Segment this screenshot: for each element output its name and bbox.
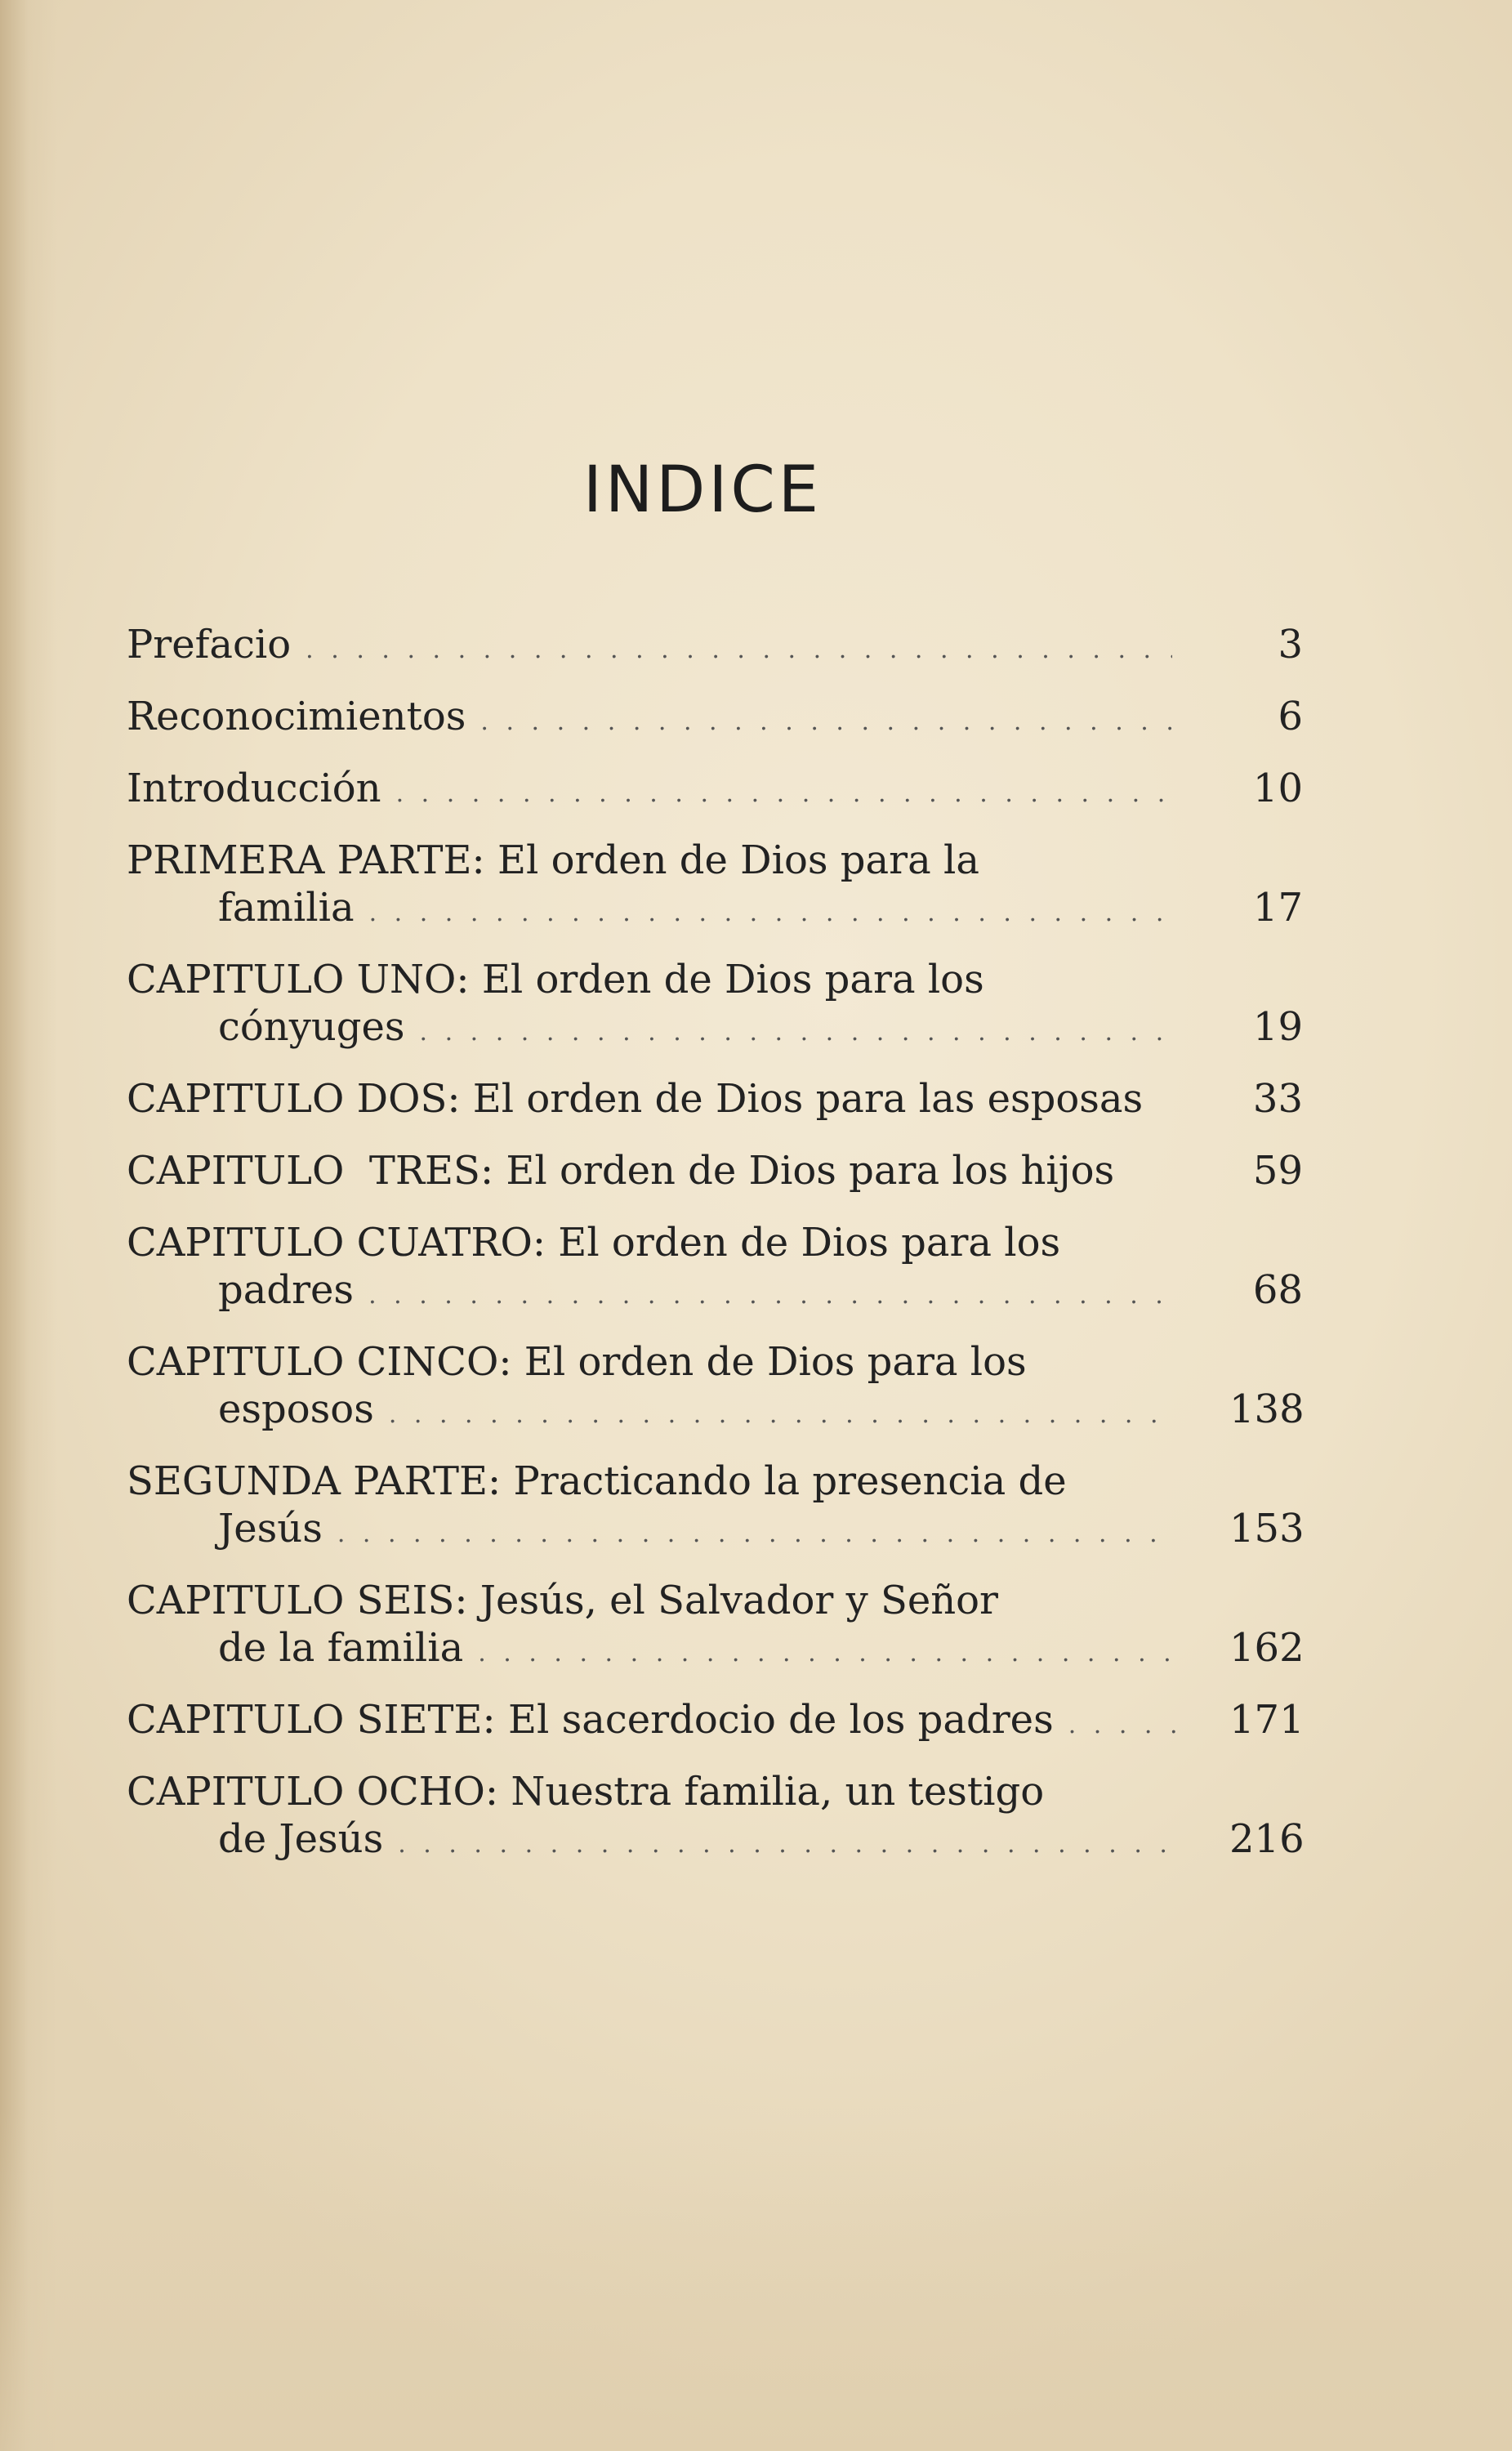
dot-leader [398,1821,1172,1868]
toc-entry-capitulo-uno [127,956,1303,1051]
toc-page-number: 33 [1252,1076,1303,1122]
toc-page-number: 68 [1252,1267,1303,1313]
dot-leader [368,1272,1172,1319]
toc-entry-prefacio [127,621,1303,668]
toc-entry-capitulo-ocho [127,1768,1303,1863]
toc-page-number: 216 [1229,1816,1305,1862]
toc-entry-capitulo-dos [127,1075,1303,1123]
toc-entry-title-continued: padres [218,1267,355,1313]
toc-entry-capitulo-seis [127,1577,1303,1672]
toc-entry-title: SEGUNDA PARTE: Practicando la presencia de [127,1458,1067,1504]
toc-entry-capitulo-tres [127,1147,1303,1194]
toc-entry-title: CAPITULO CUATRO: El orden de Dios para los [127,1220,1061,1266]
toc-page-number: 6 [1278,694,1303,739]
toc-page-number: 17 [1252,885,1303,931]
toc-entry-title-continued: Jesús [218,1506,323,1551]
toc-entry-title-continued: familia [218,885,355,931]
toc-entry-title: Prefacio [127,622,292,667]
toc-page-number: 10 [1252,766,1303,811]
toc-entry-title-continued: de la familia [218,1625,464,1671]
toc-entry-title: CAPITULO TRES: El orden de Dios para los hijos [127,1148,1115,1194]
toc-entry-segunda-parte [127,1458,1303,1552]
toc-entry-title: PRIMERA PARTE: El orden de Dios para la [127,837,979,883]
dot-leader [389,1391,1172,1439]
toc-entry-title: CAPITULO OCHO: Nuestra familia, un testigo [127,1769,1045,1815]
toc-entry-title-continued: cónyuges [218,1004,405,1050]
toc-page-number: 59 [1252,1148,1303,1194]
dot-leader [337,1511,1172,1558]
toc-entry-title: CAPITULO CINCO: El orden de Dios para los [127,1339,1027,1385]
toc-entry-title: Reconocimientos [127,694,466,739]
toc-entry-title-continued: de Jesús [218,1816,384,1862]
page-title: INDICE [582,453,823,527]
dot-leader [1068,1702,1190,1749]
toc-entry-reconocimientos [127,693,1303,740]
toc-entry-capitulo-siete [127,1696,1303,1743]
toc-page-number: 171 [1229,1697,1305,1743]
toc-entry-title: CAPITULO UNO: El orden de Dios para los [127,957,984,1002]
toc-page-number: 153 [1229,1506,1305,1551]
toc-entry-introduccion [127,765,1303,812]
dot-leader [480,699,1172,746]
toc-entry-title: Introducción [127,766,381,811]
toc-entry-title: CAPITULO DOS: El orden de Dios para las esposas [127,1076,1144,1122]
toc-entry-capitulo-cuatro [127,1219,1303,1314]
table-of-contents [127,621,1303,1863]
toc-page-number: 3 [1278,622,1303,667]
toc-page-number: 162 [1229,1625,1305,1671]
dot-leader [306,627,1172,674]
dot-leader [478,1630,1172,1677]
dot-leader [369,890,1172,937]
toc-page-number: 19 [1252,1004,1303,1050]
dot-leader [396,770,1172,818]
toc-entry-capitulo-cinco [127,1338,1303,1433]
toc-entry-primera-parte [127,837,1303,931]
toc-page-number: 138 [1229,1386,1305,1432]
dot-leader [420,1009,1173,1056]
toc-entry-title: CAPITULO SEIS: Jesús, el Salvador y Señor [127,1578,998,1623]
toc-entry-title-continued: esposos [218,1386,374,1432]
toc-entry-title: CAPITULO SIETE: El sacerdocio de los padres [127,1697,1054,1743]
